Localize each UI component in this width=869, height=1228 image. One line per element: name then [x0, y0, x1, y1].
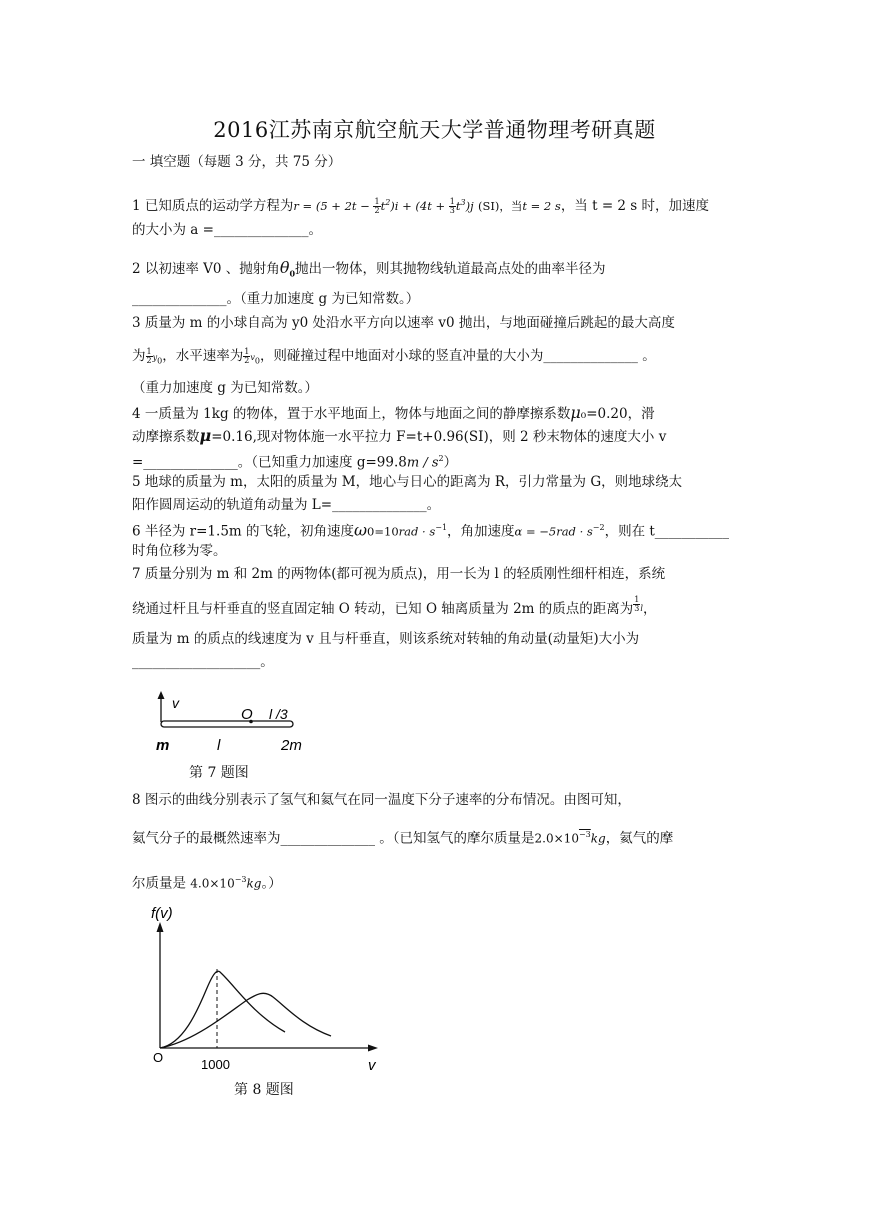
- question-8-line-1: 8 图示的曲线分别表示了氢气和氦气在同一温度下分子速率的分布情况。由图可知，: [132, 792, 631, 808]
- question-5-line-2: 阳作圆周运动的轨道角动量为 L=______________。: [132, 497, 441, 513]
- question-3-line-3: （重力加速度 g 为已知常数。）: [132, 380, 318, 396]
- velocity-arrowhead: [158, 691, 165, 699]
- question-2-line-2: ______________。（重力加速度 g 为已知常数。）: [132, 291, 420, 307]
- figure-8-caption: 第 8 题图: [234, 1082, 294, 1098]
- label-m: m: [156, 737, 170, 754]
- label-O: O: [241, 706, 253, 723]
- figure-7-rod-diagram: [150, 688, 320, 758]
- question-8-line-2: 氦气分子的最概然速率为______________ 。（已知氢气的摩尔质量是$2.0\times 10^{-3}kg$，氦气的摩: [132, 830, 674, 847]
- question-4-line-1: 4 一质量为 1kg 的物体，置于水平地面上，物体与地面之间的静摩擦系数μ₀=0.20，滑: [132, 403, 655, 422]
- label-2m: 2m: [281, 737, 302, 754]
- tick-1000: 1000: [201, 1057, 230, 1072]
- question-3-line-2: 为 $\frac{1}{2}$ $y_0$，水平速率为 $\frac{1}{2}$ $v_0$，则碰撞过程中地面对小球的竖直冲量的大小为______________ 。: [132, 347, 656, 366]
- figure-8-speed-distribution: [145, 902, 390, 1082]
- figure-7-caption: 第 7 题图: [189, 765, 249, 781]
- x-axis-arrow: [368, 1045, 378, 1052]
- section-heading: 一 填空题（每题 3 分，共 75 分）: [132, 154, 342, 170]
- x-label: v: [368, 1057, 376, 1074]
- y-label: f(v): [151, 905, 173, 922]
- curve-wide: [160, 993, 331, 1048]
- label-v: v: [172, 695, 179, 711]
- page-title: 2016江苏南京航空航天大学普通物理考研真题: [213, 118, 656, 142]
- y-axis-arrow: [157, 922, 164, 932]
- question-7-line-4: ___________________。: [132, 654, 274, 670]
- question-7-line-1: 7 质量分别为 m 和 2m 的两物体(都可视为质点)，用一长为 l 的轻质刚性细杆相连，系统: [132, 566, 666, 582]
- question-8-line-3: 尔质量是 $4.0\times 10^{-3}kg$。）: [132, 875, 282, 892]
- question-7-line-2: 绕通过杆且与杆垂直的竖直固定轴 O 转动，已知 O 轴离质量为 2m 的质点的距离为 $\frac{1}{3}$ $^l$，: [132, 595, 657, 617]
- question-3-line-1: 3 质量为 m 的小球自高为 y0 处沿水平方向以速率 v0 抛出，与地面碰撞后跳起的最大高度: [132, 315, 675, 331]
- question-4-line-3: =______________。（已知重力加速度 $g=99.8m / s^2$）: [132, 454, 458, 471]
- question-6-line-2: 时角位移为零。: [132, 543, 227, 559]
- label-l3: l /3: [269, 706, 288, 722]
- origin-label: O: [153, 1050, 164, 1065]
- question-1-line-2: 的大小为 a =______________。: [132, 222, 322, 238]
- question-6-line-1: 6 半径为 r=1.5m 的飞轮，初角速度$\omega 0=10rad \cdot s^{-1}$，角加速度$\alpha = -5rad \cdot s^{-2}$，则在 t___________: [132, 520, 730, 540]
- question-7-line-3: 质量为 m 的质点的线速度为 v 且与杆垂直，则该系统对转轴的角动量(动量矩)大小为: [132, 631, 640, 647]
- label-l: l: [217, 737, 221, 754]
- question-1-line-1: 1 已知质点的运动学方程为r = (5 + 2t − $\frac{1}{2}$ $t^2)i + (4t$ + $\frac{1}{3}$ $t^3)j$ (SI)，当t = 2 s，当 t = 2 s 时，加速度: [132, 197, 710, 216]
- question-2-line-1: 2 以初速率 V0 、抛射角$\theta_0$抛出一物体，则其抛物线轨道最高点处的曲率半径为: [132, 258, 606, 279]
- question-4-line-2: 动摩擦系数μ=0.16,现对物体施一水平拉力 F=t+0.96(SI)，则 2 秒末物体的速度大小 v: [132, 426, 667, 445]
- question-5-line-1: 5 地球的质量为 m，太阳的质量为 M，地心与日心的距离为 R，引力常量为 G，则地球绕太: [132, 474, 683, 490]
- curve-narrow: [160, 971, 285, 1048]
- kinematic-equation: r = (5 + 2t − $\frac{1}{2}$ $t^2)i + (4t$ + $\frac{1}{3}$ $t^3)j$: [293, 197, 474, 216]
